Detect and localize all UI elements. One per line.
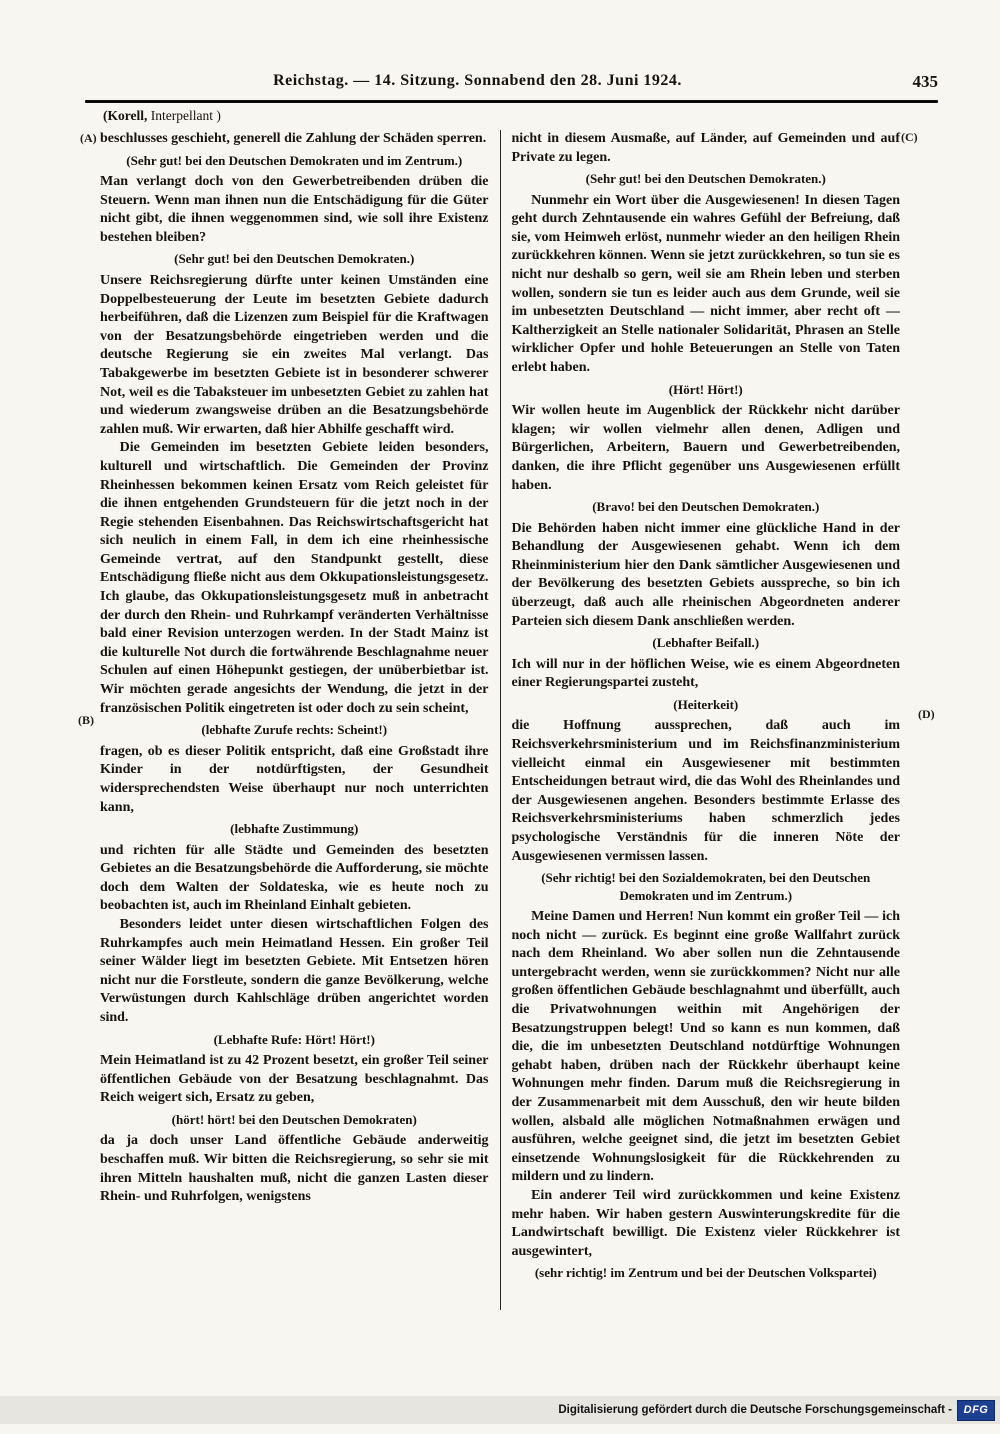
speech-paragraph: Nunmehr ein Wort über die Ausgewiesenen! In diesen Tagen geht durch Zehntausende ein wahres Gefühl der Befreiung, daß sie, vom Heimweh erlöst, nunmehr wieder an den heiligen Rhein zurückkehren können. Wenn sie jetzt zurückkehren, so tun sie es nicht nur deshalb so gern, weil sie am Rhein leben und sterben wollen, sondern sie tun es leider auch aus dem Grunde, weil sie im unbesetzten Deutschland — nicht immer, aber recht oft — Kaltherzigkeit an Stelle nationaler Solidarität, Phrasen an Stelle wirklicher Opfer und hohle Beteuerungen an Stelle von Taten erlebt haben. xyxy=(511,192,900,376)
speech-paragraph: Die Gemeinden im besetzten Gebiete leiden besonders, kulturell und wirtschaftlich. Die Gemeinden der Provinz Rheinhessen bekommen keinen Ersatz vom Reich geleistet für die ihnen entgehenden Grundsteuern für die jetzt noch in der Regie stehenden Eisenbahnen. Das Reichswirtschaftsgericht hat sich neulich in einem Fall, in dem ich eine rheinhessische Gemeinde vertrat, auf den Standpunkt gestellt, diese Entschädigung fließe nicht aus dem Okkupationsleistungsgesetz. Ich glaube, das Okkupationsleistungsgesetz muß in anbetracht der durch den Rhein- und Ruhrkampf veränderten Verhältnisse bald einer Revision unterzogen werden. In der Stadt Mainz ist die kulturelle Not durch die fortwährende Beschlagnahme neuer Schulen auf einen Höhepunkt gestiegen, der unüberbietbar ist. Wir möchten gerade angesichts der Wendung, die jetzt in der französischen Politik eingetreten ist oder doch zu sein scheint, xyxy=(100,440,489,716)
speech-paragraph: fragen, ob es dieser Politik entspricht, daß eine Großstadt ihre Kinder in der notdürftigsten, der Gesundheit widersprechendsten Weise überhaupt nur noch unterrichten kann, xyxy=(100,743,489,815)
stage-direction: (Sehr gut! bei den Deutschen Demokraten.) xyxy=(174,251,415,267)
speech-paragraph: die Hoffnung aussprechen, daß auch im Reichsverkehrsministerium und im Reichsfinanzministerium vielleicht einmal ein Ausgewiesener mit bestimmten Entscheidungen betraut wird, die das Wohl des Rheinlandes und der Ausgewiesenen angehen. Besonders bestimmte Erlasse des Reichsverkehrsministeriums haben schmerzlich jedes psychologische Verständnis für die inneren Nöte der Ausgewiesenen vermissen lassen. xyxy=(511,718,900,864)
speech-paragraph: Ein anderer Teil wird zurückkommen und keine Existenz mehr haben. Wir haben gestern Auswinterungskredite für die Landwirtschaft bewilligt. Die Existenz vieler Rückkehrer ist ausgewintert, xyxy=(511,1188,900,1259)
stage-direction: (Hört! Hört!) xyxy=(668,381,743,397)
stage-direction: (Bravo! bei den Deutschen Demokraten.) xyxy=(592,499,820,515)
speech-paragraph: Besonders leidet unter diesen wirtschaftlichen Folgen des Ruhrkampfes auch mein Heimatland Hessen. Ein großer Teil seiner Wälder liegt im besetzten Gebiete. Mit Entsetzen hören nicht nur die Forstleute, sondern die ganze Bevölkerung, welche Verwüstungen durch Kahlschläge drüben angerichtet worden sind. xyxy=(100,916,489,1025)
speech-paragraph: beschlusses geschieht, generell die Zahlung der Schäden sperren. xyxy=(100,131,487,146)
stage-direction: (Sehr gut! bei den Deutschen Demokraten und im Zentrum.) xyxy=(126,152,463,168)
stage-direction: (Sehr richtig! bei den Sozialdemokraten, bei den Deutschen Demokraten und im Zentrum.) xyxy=(541,870,871,903)
speech-paragraph: Wir wollen heute im Augenblick der Rückkehr nicht darüber klagen; wir wollen vielmehr allen denen, Adligen und Bürgerlichen, Arbeitern, Bauern und Gewerbetreibenden, danken, die ihre Pflicht gegenüber uns Ausgewiesenen erfüllt haben. xyxy=(511,403,900,493)
text-columns xyxy=(100,130,900,1310)
margin-letter-b: (B) xyxy=(78,713,94,727)
stage-direction: (Sehr gut! bei den Deutschen Demokraten.) xyxy=(585,171,826,187)
stage-direction: (lebhafte Zurufe rechts: Scheint!) xyxy=(201,722,388,738)
digitization-footer xyxy=(0,1396,1000,1424)
speaker-name: (Korell, xyxy=(103,108,148,123)
header-rule xyxy=(85,100,938,103)
stage-direction: (sehr richtig! im Zentrum und bei der Deutschen Volkspartei) xyxy=(534,1265,877,1281)
stage-direction: (Lebhafte Rufe: Hört! Hört!) xyxy=(213,1031,375,1047)
left-column xyxy=(100,130,497,1310)
stage-direction: (lebhafte Zustimmung) xyxy=(230,821,359,837)
speech-paragraph: Ich will nur in der höflichen Weise, wie es einem Abgeordneten einer Regierungspartei zusteht, xyxy=(511,656,900,691)
column-divider-rule xyxy=(500,130,501,1310)
speech-paragraph: da ja doch unser Land öffentliche Gebäude anderweitig beschaffen muß. Wir bitten die Reichsregierung, so sehr sie mit ihren Mitteln haushalten muß, nicht die ganzen Lasten dieser Rhein- und Ruhrfolgen, wenigstens xyxy=(100,1133,489,1205)
speaker-role: Interpellant ) xyxy=(147,108,221,123)
speech-paragraph: Die Behörden haben nicht immer eine glückliche Hand in der Behandlung der Ausgewiesenen gehabt. Wenn ich dem Rheinministerium hier den Dank sämtlicher Ausgewiesenen und der Bevölkerung des besetzten Gebiets ausspreche, so bin ich überzeugt, daß auch alle rheinischen Abgeordneten anderer Parteien sich diesem Dank anschließen werden. xyxy=(511,520,900,629)
speech-paragraph: Mein Heimatland ist zu 42 Prozent besetzt, ein großer Teil seiner öffentlichen Gebäude von der Besatzung beschlagnahmt. Das Reich weigert sich, Ersatz zu geben, xyxy=(100,1053,489,1106)
page-header xyxy=(85,72,940,96)
speech-paragraph: Meine Damen und Herren! Nun kommt ein großer Teil — ich noch nicht — zurück. Es beginnt eine große Wallfahrt zurück nach dem Rheinland. Wo aber sollen nun die Zehntausende untergebracht werden, wenn sie zurückkommen? Nicht nur alle großen öffentlichen Gebäude beschlagnahmt und überfüllt, auch die Privatwohnungen weithin mit Angehörigen der Besatzungstruppen belegt! Und so kann es nun kommen, daß die, die im unbesetzten Deutschland notdürftige Wohnungen gehabt haben, drüben nach der Rückkehr überhaupt keine Wohnungen mehr finden. Darum muß die Reichsregierung in der Zusammenarbeit mit dem Ausschuß, den wir heute bilden wollen, alsbald alle möglichen Notmaßnahmen erwägen und ausführen, welche geeignet sind, die jetzt im besetzten Gebiet einsetzende Wohnungslosigkeit für die Rückkehrenden zu mildern und zu lindern. xyxy=(511,909,900,1185)
speech-paragraph: und richten für alle Städte und Gemeinden des besetzten Gebietes an die Besatzungsbehörde die Aufforderung, sie möchte doch dem Walten der Soldateska, wie es heute noch zu beobachten ist, auch im Rheinland Einhalt gebieten. xyxy=(100,842,489,914)
speech-paragraph: nicht in diesem Ausmaße, auf Länder, auf Gemeinden und auf Private zu legen. xyxy=(511,131,900,165)
page-header-title: Reichstag. — 14. Sitzung. Sonnabend den 28. Juni 1924. xyxy=(273,72,682,89)
margin-letter-a: (A) xyxy=(80,131,97,145)
stage-direction: (Lebhafter Beifall.) xyxy=(652,635,760,651)
dfg-logo: DFG xyxy=(957,1400,995,1421)
margin-letter-d: (D) xyxy=(918,707,935,721)
digitization-credit-text: Digitalisierung gefördert durch die Deutsche Forschungsgemeinschaft - xyxy=(558,1404,952,1416)
margin-letter-c: (C) xyxy=(901,130,918,144)
speech-paragraph: Unsere Reichsregierung dürfte unter keinen Umständen eine Doppelbesteuerung der Leute im besetzten Gebiete dadurch herbeiführen, daß die Lizenzen zum Beispiel für die Kraftwagen von der Besatzungsbehörde eingetrieben werden und die deutsche Regierung sie ein zweites Mal verlangt. Das Tabakgewerbe im besetzten Gebiete ist in besonderer schwerer Not, weil es die Tabaksteuer im unbesetzten Gebiet zu zahlen hat und wiederum zwangsweise drüben an die Besatzungsbehörde zahlen muß. Wir erwarten, daß hier Abhilfe geschafft wird. xyxy=(100,272,489,437)
stage-direction: (Heiterkeit) xyxy=(673,696,739,712)
speech-paragraph: Man verlangt doch von den Gewerbetreibenden drüben die Steuern. Wenn man ihnen nun die Entschädigung für die Güter nicht gibt, die ihnen weggenommen sind, wie soll ihre Existenz bestehen bleiben? xyxy=(100,174,489,245)
right-column xyxy=(504,130,901,1310)
stage-direction: (hört! hört! bei den Deutschen Demokraten) xyxy=(171,1111,417,1127)
speaker-note xyxy=(103,108,221,124)
page-number: 435 xyxy=(912,72,938,91)
